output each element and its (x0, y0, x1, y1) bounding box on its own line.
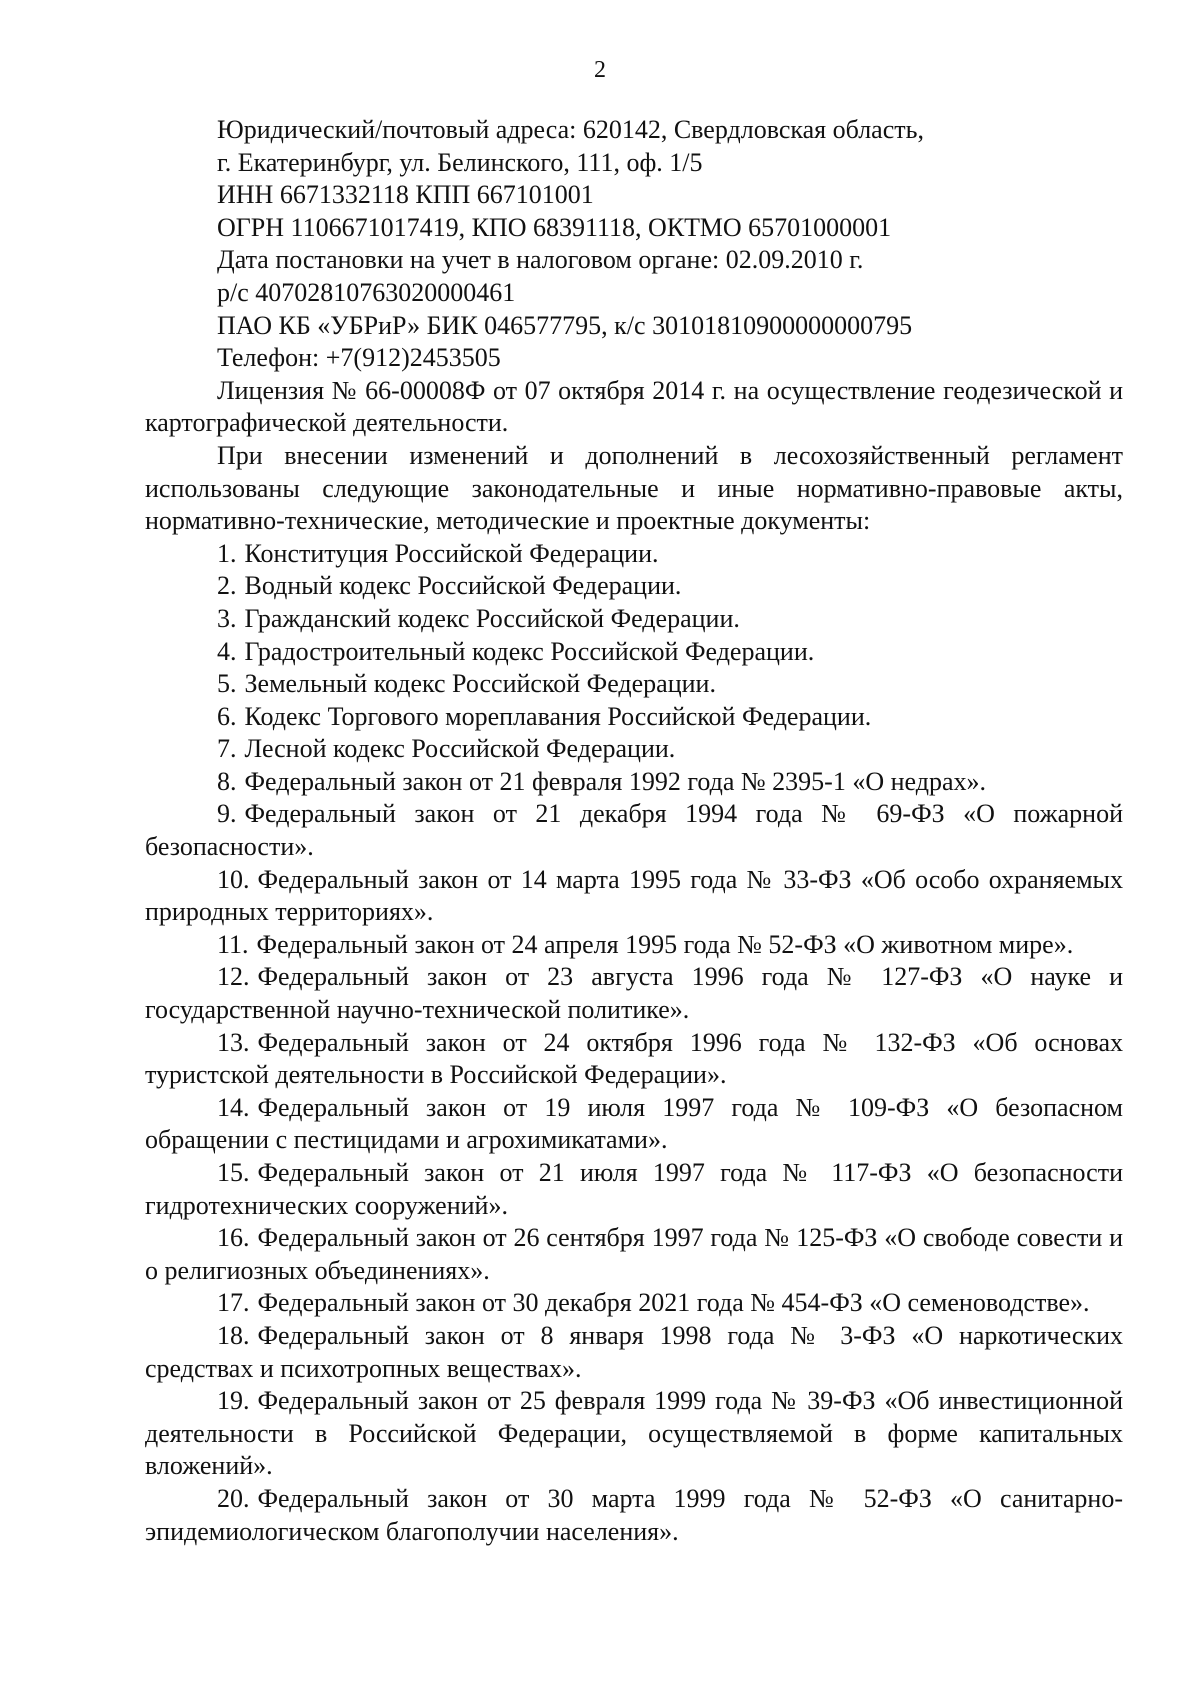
list-item (145, 929, 1123, 962)
list-item (145, 798, 1123, 863)
list-item-number: 7. (217, 734, 237, 764)
list-item (145, 1092, 1123, 1157)
list-item (145, 1027, 1123, 1092)
regulatory-acts-list (145, 538, 1123, 1548)
list-item-number: 1. (217, 538, 237, 568)
list-item-text: Конституция Российской Федерации. (244, 538, 659, 568)
list-item-text: Федеральный закон от 14 марта 1995 года № 33-ФЗ «Об особо охраняемых природных территориях». (145, 864, 1123, 927)
list-item-text: Федеральный закон от 30 марта 1999 года № 52-ФЗ «О санитарно-эпидемиологическом благополучии населения». (145, 1483, 1123, 1546)
list-item-text: Градостроительный кодекс Российской Федерации. (244, 636, 815, 666)
requisites-address-line-2: г. Екатеринбург, ул. Белинского, 111, оф. 1/5 (217, 147, 703, 177)
list-item-number: 10. (217, 864, 250, 894)
list-item-text: Федеральный закон от 19 июля 1997 года № 109-ФЗ «О безопасном обращении с пестицидами и агрохимикатами». (145, 1092, 1123, 1155)
list-item-number: 12. (217, 962, 250, 992)
list-item-text: Федеральный закон от 21 февраля 1992 года № 2395-1 «О недрах». (244, 766, 986, 796)
list-item-text: Федеральный закон от 8 января 1998 года № 3-ФЗ «О наркотических средствах и психотропных веществах». (145, 1320, 1123, 1383)
list-item-number: 13. (217, 1027, 250, 1057)
list-item (145, 961, 1123, 1026)
list-item-text: Федеральный закон от 26 сентября 1997 года № 125-ФЗ «О свободе совести и о религиозных объединениях». (145, 1223, 1123, 1285)
list-item-text: Федеральный закон от 23 августа 1996 года № 127-ФЗ «О науке и государственной научно-технической политике». (145, 962, 1123, 1025)
intro-paragraph: При внесении изменений и дополнений в лесохозяйственный регламент использованы следующие законодательные и иные нормативно-правовые акты, нормативно-технические, методические и проектные документы: (145, 440, 1123, 536)
list-item-text: Кодекс Торгового мореплавания Российской Федерации. (244, 701, 872, 731)
document-body (145, 114, 1123, 1548)
requisites-tax-registration-date: Дата постановки на учет в налоговом органе: 02.09.2010 г. (217, 245, 864, 275)
list-item-number: 20. (217, 1483, 250, 1513)
requisites-bank: ПАО КБ «УБРиР» БИК 046577795, к/с 30101810900000000795 (217, 310, 913, 340)
list-item-text: Федеральный закон от 24 октября 1996 года № 132-ФЗ «Об основах туристской деятельности в Российской Федерации». (145, 1027, 1123, 1090)
list-item-number: 15. (217, 1158, 250, 1187)
list-item (145, 538, 1123, 571)
list-item-number: 17. (217, 1288, 250, 1318)
list-item-text: Гражданский кодекс Российской Федерации. (244, 603, 740, 633)
list-item (145, 1385, 1123, 1483)
list-item-text: Федеральный закон от 21 июля 1997 года № 117-ФЗ «О безопасности гидротехнических сооружений». (145, 1158, 1123, 1220)
list-item-number: 3. (217, 603, 237, 633)
requisites-ogrn-okpo-oktmo: ОГРН 1106671017419, КПО 68391118, ОКТМО 65701000001 (217, 212, 892, 242)
list-item-text: Федеральный закон от 24 апреля 1995 года № 52-ФЗ «О животном мире». (256, 929, 1074, 959)
list-item (145, 701, 1123, 734)
list-item-number: 6. (217, 701, 237, 731)
list-item-number: 9. (217, 799, 237, 829)
company-requisites (145, 114, 1123, 375)
list-item (145, 668, 1123, 701)
requisites-address-line-1: Юридический/почтовый адреса: 620142, Свердловская область, (217, 115, 924, 144)
list-item-number: 18. (217, 1320, 250, 1350)
list-item (145, 733, 1123, 766)
list-item (145, 1222, 1123, 1287)
list-item-text: Федеральный закон от 30 декабря 2021 года № 454-ФЗ «О семеноводстве». (257, 1288, 1090, 1318)
requisites-settlement-account: р/с 40702810763020000461 (217, 277, 516, 307)
list-item-text: Федеральный закон от 21 декабря 1994 года № 69-ФЗ «О пожарной безопасности». (145, 799, 1123, 862)
list-item-text: Лесной кодекс Российской Федерации. (244, 734, 676, 764)
list-item (145, 570, 1123, 603)
list-item-text: Земельный кодекс Российской Федерации. (244, 669, 716, 699)
list-item-number: 19. (217, 1386, 250, 1416)
list-item (145, 1320, 1123, 1385)
list-item-number: 2. (217, 571, 237, 601)
requisites-phone: Телефон: +7(912)2453505 (217, 343, 501, 373)
license-paragraph: Лицензия № 66-00008Ф от 07 октября 2014 г. на осуществление геодезической и картографической деятельности. (145, 375, 1123, 438)
list-item-number: 14. (217, 1092, 250, 1122)
list-item-number: 16. (217, 1223, 250, 1253)
list-item (145, 603, 1123, 636)
list-item (145, 1157, 1123, 1222)
list-item-number: 5. (217, 669, 237, 699)
list-item (145, 1287, 1123, 1320)
list-item-text: Водный кодекс Российской Федерации. (244, 571, 682, 601)
list-item-number: 8. (217, 766, 237, 796)
requisites-inn-kpp: ИНН 6671332118 КПП 667101001 (217, 180, 594, 210)
list-item (145, 766, 1123, 799)
list-item (145, 636, 1123, 669)
list-item (145, 1483, 1123, 1548)
page-number: 2 (594, 57, 606, 83)
list-item-number: 11. (217, 929, 249, 959)
list-item (145, 864, 1123, 929)
list-item-text: Федеральный закон от 25 февраля 1999 года № 39-ФЗ «Об инвестиционной деятельности в Российской Федерации, осуществляемой в форме капитальных вложений». (145, 1386, 1123, 1481)
list-item-number: 4. (217, 636, 237, 666)
